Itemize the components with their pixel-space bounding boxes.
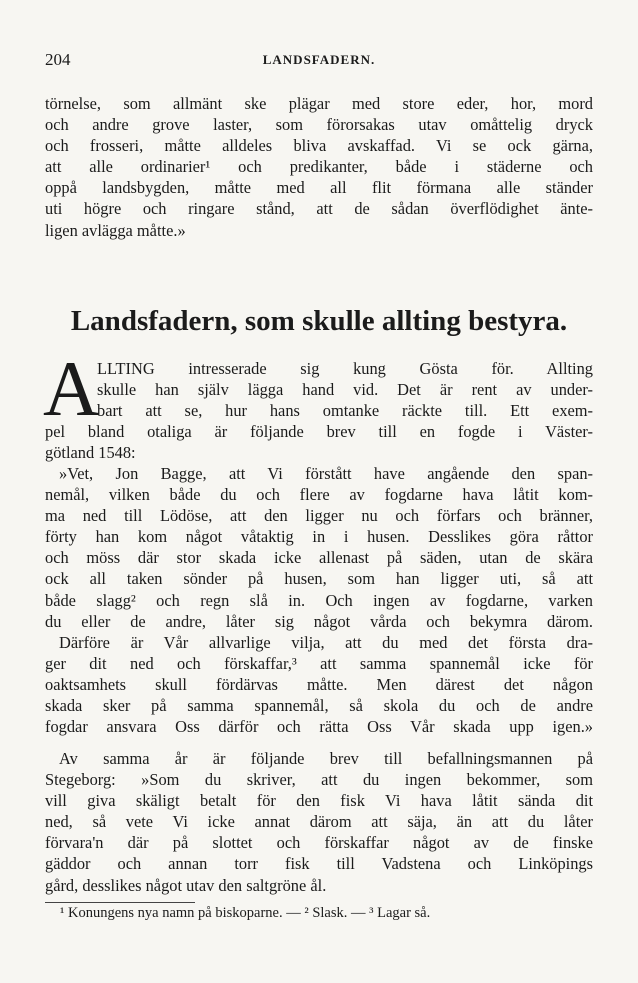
text-line: både slagg² och regn slå in. Och ingen av fogdarne, varken bbox=[45, 590, 593, 610]
text-line: bart att se, hur hans omtanke räckte till. Ett exem- bbox=[97, 401, 593, 421]
text-line: och frosseri, måtte alldeles bliva avskaffad. Vi se ock gärna, bbox=[45, 136, 593, 156]
text-line: förvara'n där på slottet och förskaffar något av de finske bbox=[45, 833, 593, 853]
page-header bbox=[45, 50, 593, 74]
footnote-divider bbox=[45, 902, 195, 903]
text-line: du eller de andre, låter sig något vårda och bekymra därom. bbox=[45, 611, 593, 631]
text-line: fogdar ansvara Oss därför och rätta Oss Vår skada upp igen.» bbox=[45, 717, 593, 737]
paragraph-2 bbox=[43, 345, 593, 463]
text-line: gäddor och annan torr fisk till Vadstena och Linköpings bbox=[45, 854, 593, 874]
text-line: Av samma år är följande brev till befallningsmannen på bbox=[59, 749, 593, 768]
paragraph-1 bbox=[45, 93, 593, 241]
text-line: Stegeborg: »Som du skriver, att du ingen bekommer, som bbox=[45, 770, 593, 790]
text-line: nemål, vilken både du och flere av fogdarne hava låtit kom- bbox=[45, 485, 593, 505]
page-number: 204 bbox=[45, 50, 71, 69]
text-line: oppå landsbygden, måtte med all flit förmana alle ständer bbox=[45, 178, 593, 198]
text-line: götland 1548: bbox=[45, 443, 136, 463]
text-line: och andre grove laster, som förorsakas utav omåttelig dryck bbox=[45, 115, 593, 135]
chapter-heading: Landsfadern, som skulle allting bestyra. bbox=[70, 305, 568, 337]
text-line: oaktsamhets skull fördärvas måtte. Men därest det någon bbox=[45, 675, 593, 695]
text-line: gård, desslikes något utav den saltgröne ål. bbox=[45, 875, 327, 895]
text-line: ock all taken sönder på husen, som han ligger uti, så att bbox=[45, 569, 593, 589]
paragraph-4 bbox=[45, 632, 593, 737]
text-line: »Vet, Jon Bagge, att Vi förstått have angående den span- bbox=[59, 464, 593, 483]
text-line: ger dit ned och förskaffar,³ att samma spannemål icke för bbox=[45, 654, 593, 674]
footnotes: ¹ Konungens nya namn på biskoparne. — ² Slask. — ³ Lagar så. bbox=[60, 905, 431, 921]
text-line: skada sker på samma spannemål, så skola du och de andre bbox=[45, 696, 593, 716]
text-line: skulle han själv lägga hand vid. Det är rent av under- bbox=[97, 380, 593, 400]
text-line: att alle ordinarier¹ och predikanter, både i städerne och bbox=[45, 157, 593, 177]
text-line: uti högre och ringare stånd, att de sådan överflödighet änte- bbox=[45, 199, 593, 219]
text-line: pel bland otaliga är följande brev till en fogde i Väster- bbox=[45, 422, 593, 442]
paragraph-5 bbox=[45, 748, 593, 896]
text-line: ned, så vete Vi icke annat därom att säja, än att du låter bbox=[45, 812, 593, 832]
text-line: och möss där stor skada icke allenast på säden, utan de skära bbox=[45, 548, 593, 568]
running-head: LANDSFADERN. bbox=[262, 52, 376, 67]
text-line: vill giva skäligt betalt för den fisk Vi hava låtit sända dit bbox=[45, 791, 593, 811]
text-line: LLTING intresserade sig kung Gösta för. Allting bbox=[97, 359, 593, 378]
paragraph-3 bbox=[45, 463, 593, 632]
text-line: förty han kom något våtaktig in i husen. Desslikes göra råttor bbox=[45, 527, 593, 547]
drop-cap: A bbox=[43, 345, 100, 432]
text-line: törnelse, som allmänt ske plägar med store eder, hor, mord bbox=[45, 94, 593, 113]
text-line: ma ned till Lödöse, att den ligger nu och förfars och bränner, bbox=[45, 506, 593, 526]
text-line: ligen avlägga måtte.» bbox=[45, 220, 186, 240]
text-line: Därföre är Vår allvarlige vilja, att du med det första dra- bbox=[59, 633, 593, 652]
